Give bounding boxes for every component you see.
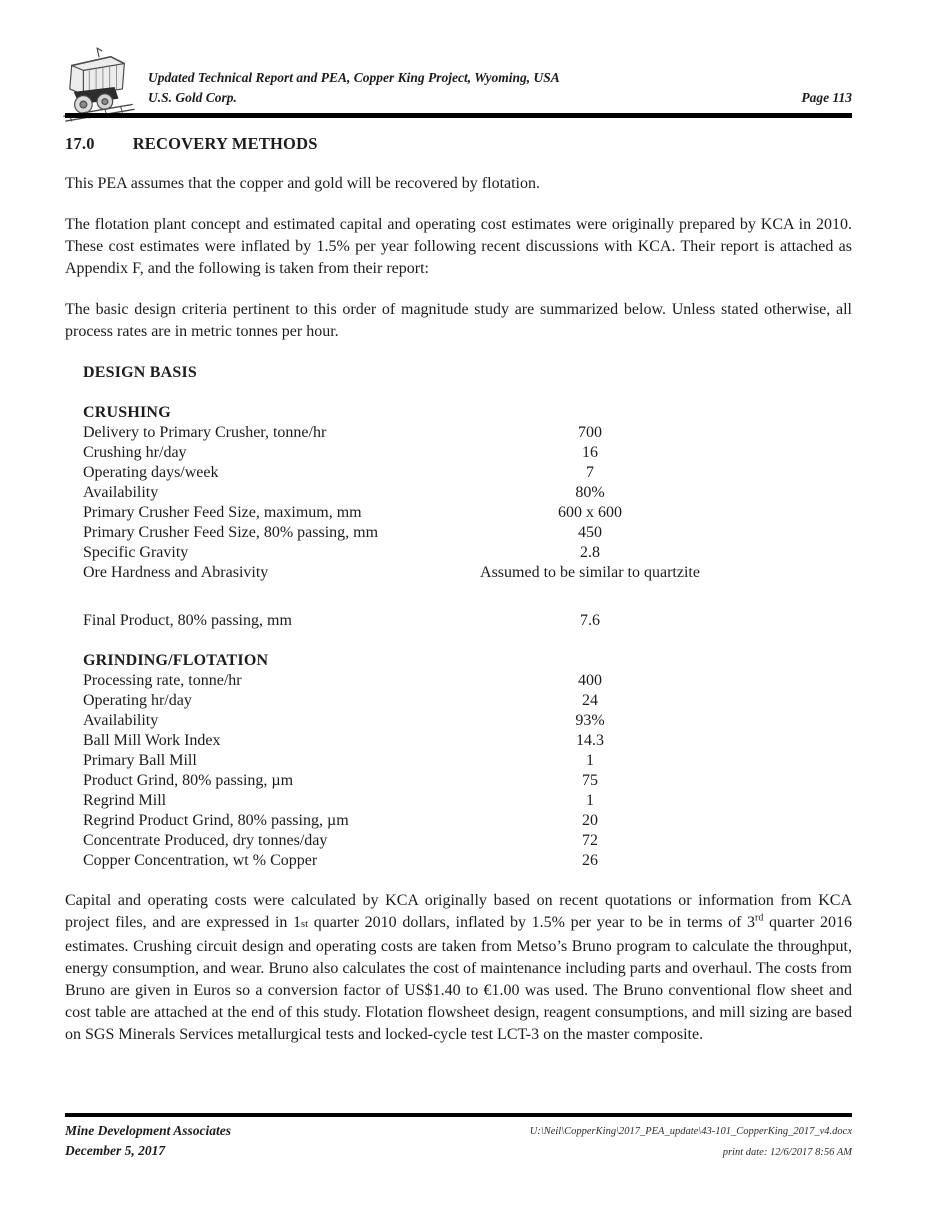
section-number: 17.0: [65, 134, 95, 153]
design-basis-value: 72: [582, 832, 598, 849]
design-basis-label: Copper Concentration, wt % Copper: [83, 852, 318, 869]
paragraph-flotation-assumption: This PEA assumes that the copper and gold will be recovered by flotation.: [65, 175, 540, 192]
design-basis-label: Delivery to Primary Crusher, tonne/hr: [83, 424, 327, 441]
design-basis-value: Assumed to be similar to quartzite: [480, 564, 700, 581]
design-basis-label: Crushing hr/day: [83, 444, 187, 461]
paragraph-costs-closing: [65, 890, 852, 1046]
design-basis-row: [83, 443, 852, 463]
text-segment: Capital and operating costs were calculated by KCA originally based on recent quotations or information from KCA project files, and are expressed in 1: [65, 892, 852, 931]
paragraph-plant-concept: The flotation plant concept and estimated capital and operating cost estimates were originally prepared by KCA in 2010. These cost estimates were inflated by 1.5% per year following recent discussions with KCA. Their report is attached as Appendix F, and the following is taken from their report:: [65, 216, 852, 277]
design-basis-subheading: GRINDING/FLOTATION: [83, 652, 269, 669]
text-segment: st: [301, 919, 309, 930]
footer-file-path: U:\Neil\CopperKing\2017_PEA_update\43-101_CopperKing_2017_v4.docx: [529, 1126, 852, 1137]
design-basis-label: Availability: [83, 484, 159, 501]
design-basis-label: Ore Hardness and Abrasivity: [83, 564, 269, 581]
design-basis-label: Concentrate Produced, dry tonnes/day: [83, 832, 328, 849]
design-basis-group: [83, 651, 852, 871]
section-title: RECOVERY METHODS: [132, 134, 318, 153]
design-basis-row: [83, 751, 852, 771]
design-basis-row: [83, 563, 852, 583]
design-basis-row: [83, 483, 852, 503]
design-basis-groups: [83, 403, 852, 871]
design-basis-value: 400: [578, 672, 602, 689]
section-heading: [65, 133, 852, 154]
footer-print-date: print date: 12/6/2017 8:56 AM: [722, 1147, 852, 1158]
footer-author-block: [65, 1121, 231, 1161]
design-basis-row: [83, 463, 852, 483]
design-basis-row: [83, 731, 852, 751]
design-basis-label: Operating days/week: [83, 464, 219, 481]
text-segment: quarter 2016 estimates. Crushing circuit design and operating costs are taken from Metso’s Bruno program to calculate the throughput, energy consumption, and wear. Bruno also calculates the cost of maintenance including parts and overhaul. The costs from Bruno are given in Euros so a conversion factor of US$1.40 to €1.00 was used. The Bruno conventional flow sheet and cost table are attached at the end of this study. Flotation flowsheet design, reagent consumptions, and mill sizing are based on SGS Minerals Services metallurgical tests and locked-cycle test LCT-3 on the master composite.: [65, 914, 852, 1043]
report-title: Updated Technical Report and PEA, Copper King Project, Wyoming, USA: [148, 70, 560, 85]
design-basis-heading: DESIGN BASIS: [83, 364, 198, 381]
design-basis-label: Primary Crusher Feed Size, 80% passing, mm: [83, 524, 379, 541]
design-basis-row: [83, 771, 852, 791]
document-body: [65, 126, 852, 1046]
paragraph-design-criteria: The basic design criteria pertinent to this order of magnitude study are summarized below. Unless stated otherwise, all process rates are in metric tonnes per hour.: [65, 301, 852, 340]
design-basis-label: Regrind Product Grind, 80% passing, µm: [83, 812, 349, 829]
footer-company: Mine Development Associates: [65, 1123, 231, 1138]
design-basis-row: [83, 671, 852, 691]
design-basis-label: Product Grind, 80% passing, µm: [83, 772, 294, 789]
design-basis-row: [83, 503, 852, 523]
design-basis-subheading: CRUSHING: [83, 404, 171, 421]
design-basis-row: [83, 851, 852, 871]
design-basis-row: [83, 791, 852, 811]
footer-date: December 5, 2017: [65, 1143, 166, 1158]
design-basis-row: [83, 523, 852, 543]
design-basis-value: 16: [582, 444, 598, 461]
design-basis-group: [83, 403, 852, 583]
design-basis-table: [65, 363, 852, 871]
design-basis-value: 7.6: [580, 612, 600, 629]
design-basis-value: 24: [582, 692, 598, 709]
design-basis-value: 1: [586, 752, 594, 769]
design-basis-label: Processing rate, tonne/hr: [83, 672, 242, 689]
design-basis-row: [83, 711, 852, 731]
text-segment: rd: [755, 912, 764, 924]
design-basis-value: 26: [582, 852, 598, 869]
design-basis-label: Primary Ball Mill: [83, 752, 197, 769]
header-rule: [65, 113, 852, 118]
design-basis-group: [83, 611, 852, 631]
design-basis-label: Availability: [83, 712, 159, 729]
design-basis-row: [83, 543, 852, 563]
design-basis-value: 14.3: [576, 732, 604, 749]
design-basis-label: Final Product, 80% passing, mm: [83, 612, 292, 629]
design-basis-value: 700: [578, 424, 602, 441]
design-basis-value: 2.8: [580, 544, 600, 561]
design-basis-label: Operating hr/day: [83, 692, 192, 709]
design-basis-row: [83, 611, 852, 631]
design-basis-value: 1: [586, 792, 594, 809]
design-basis-value: 93%: [575, 712, 605, 729]
page-number: Page 113: [801, 90, 852, 105]
design-basis-label: Ball Mill Work Index: [83, 732, 221, 749]
design-basis-value: 7: [586, 464, 594, 481]
page-header: [148, 68, 852, 108]
design-basis-row: [83, 811, 852, 831]
footer-file-block: [530, 1121, 852, 1163]
design-basis-row: [83, 691, 852, 711]
design-basis-label: Primary Crusher Feed Size, maximum, mm: [83, 504, 362, 521]
design-basis-value: 80%: [575, 484, 605, 501]
design-basis-value: 450: [578, 524, 602, 541]
page-footer: [65, 1121, 852, 1163]
design-basis-value: 75: [582, 772, 598, 789]
footer-rule: [65, 1113, 852, 1117]
design-basis-row: [83, 831, 852, 851]
design-basis-label: Specific Gravity: [83, 544, 189, 561]
design-basis-value: 20: [582, 812, 598, 829]
design-basis-label: Regrind Mill: [83, 792, 167, 809]
text-segment: quarter 2010 dollars, inflated by 1.5% per year to be in terms of 3: [308, 914, 756, 931]
design-basis-row: [83, 423, 852, 443]
design-basis-value: 600 x 600: [558, 504, 622, 521]
company-name: U.S. Gold Corp.: [148, 90, 237, 105]
